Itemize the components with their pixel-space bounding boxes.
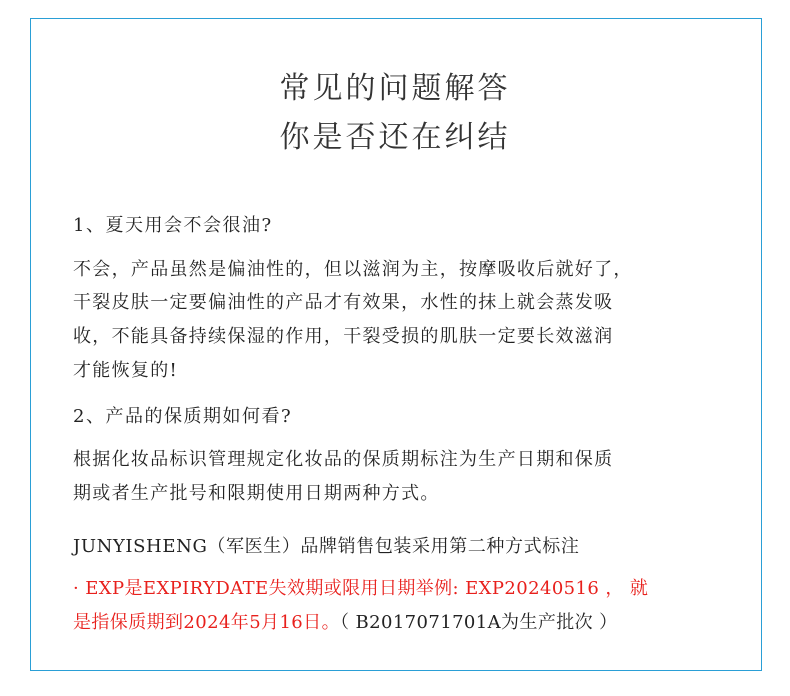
expiry-example-line: · EXP是EXPIRYDATE失效期或限用日期举例: EXP20240516 ， 就 bbox=[73, 578, 649, 599]
question-2: 2、产品的保质期如何看? bbox=[73, 406, 293, 427]
brand-note: JUNYISHENG（军医生）品牌销售包装采用第二种方式标注 bbox=[73, 536, 580, 557]
question-1: 1、夏天用会不会很油? bbox=[73, 215, 273, 236]
answer-1-line: 收，不能具备持续保湿的作用，干裂受损的肌肤一定要长效滋润 bbox=[73, 326, 614, 347]
page-title: 常见的问题解答 bbox=[279, 71, 511, 106]
expiry-example-line-2 bbox=[73, 611, 618, 635]
expiry-example-text: 是指保质期到2024年5月16日。 bbox=[73, 612, 340, 633]
answer-1-line: 才能恢复的! bbox=[73, 360, 179, 381]
answer-2-line: 期或者生产批号和限期使用日期两种方式。 bbox=[73, 483, 440, 504]
batch-note: （ B2017071701A为生产批次 ） bbox=[339, 612, 618, 633]
answer-2-line: 根据化妆品标识管理规定化妆品的保质期标注为生产日期和保质 bbox=[73, 449, 614, 470]
answer-1-line: 干裂皮肤一定要偏油性的产品才有效果，水性的抹上就会蒸发吸 bbox=[73, 292, 614, 313]
page-subtitle: 你是否还在纠结 bbox=[279, 120, 511, 155]
answer-1-line: 不会，产品虽然是偏油性的，但以滋润为主，按摩吸收后就好了， bbox=[73, 259, 633, 280]
